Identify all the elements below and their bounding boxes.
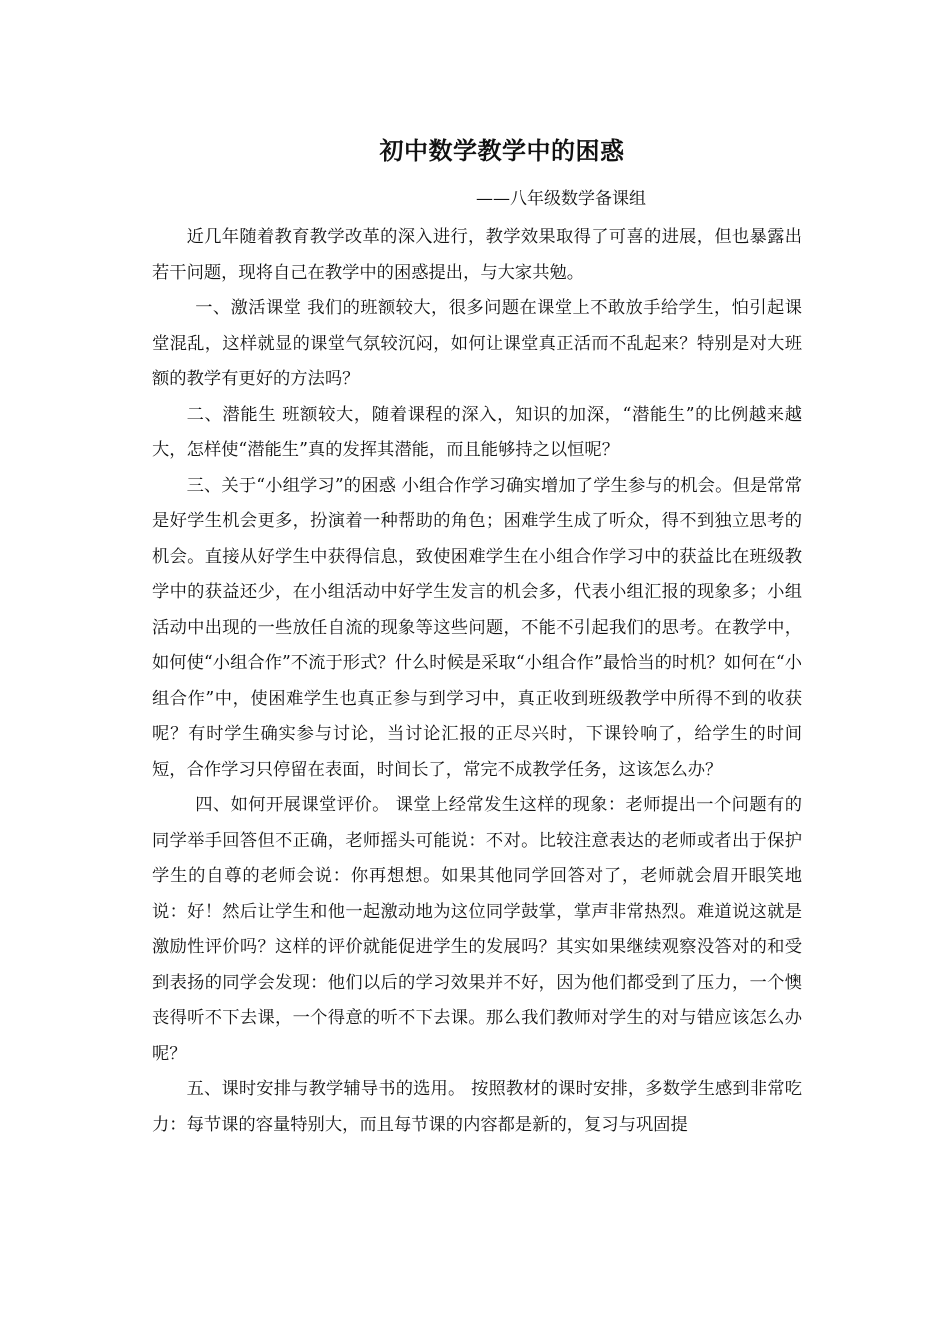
document-subtitle: ——八年级数学备课组 [476, 189, 646, 209]
paragraph-section-2: 二、潜能生 班额较大，随着课程的深入，知识的加深，“潜能生”的比例越来越大，怎样使“潜能生”真的发挥其潜能，而且能够持之以恒呢？ [152, 404, 802, 460]
paragraph-section-5: 五、课时安排与教学辅导书的选用。 按照教材的课时安排，多数学生感到非常吃力：每节课的容量特别大，而且每节课的内容都是新的，复习与巩固提 [152, 1079, 802, 1135]
document-title: 初中数学教学中的困惑 [379, 136, 625, 165]
paragraph-section-4: 四、如何开展课堂评价。 课堂上经常发生这样的现象：老师提出一个问题有的同学举手回答但不正确，老师摇头可能说：不对。比较注意表达的老师或者出于保护学生的自尊的老师会说：你再想想。如果其他同学回答对了，老师就会眉开眼笑地说：好！然后让学生和他一起激动地为这位同学鼓掌，掌声非常热烈。难道说这就是激励性评价吗？这样的评价就能促进学生的发展吗？其实如果继续观察没答对的和受到表扬的同学会发现：他们以后的学习效果并不好，因为他们都受到了压力，一个懊丧得听不下去课，一个得意的听不下去课。那么我们教师对学生的对与错应该怎么办呢？ [152, 795, 802, 1064]
paragraph-section-3: 三、关于“小组学习”的困惑 小组合作学习确实增加了学生参与的机会。但是常常是好学生机会更多，扮演着一种帮助的角色；困难学生成了听众，得不到独立思考的机会。直接从好学生中获得信息，致使困难学生在小组合作学习中的获益比在班级教学中的获益还少，在小组活动中好学生发言的机会多，代表小组汇报的现象多；小组活动中出现的一些放任自流的现象等这些问题，不能不引起我们的思考。在教学中，如何使“小组合作”不流于形式？什么时候是采取“小组合作”最恰当的时机？如何在“小组合作”中，使困难学生也真正参与到学习中，真正收到班级教学中所得不到的收获呢？有时学生确实参与讨论，当讨论汇报的正尽兴时，下课铃响了，给学生的时间短，合作学习只停留在表面，时间长了，常完不成教学任务，这该怎么办？ [152, 475, 802, 780]
paragraph-section-1: 一、激活课堂 我们的班额较大，很多问题在课堂上不敢放手给学生，怕引起课堂混乱，这样就显的课堂气氛较沉闷，如何让课堂真正活而不乱起来？特别是对大班额的教学有更好的方法吗？ [152, 298, 802, 389]
paragraph-intro: 近几年随着教育教学改革的深入进行，教学效果取得了可喜的进展，但也暴露出若干问题，现将自己在教学中的困惑提出，与大家共勉。 [152, 227, 802, 283]
document-body [152, 220, 802, 1143]
